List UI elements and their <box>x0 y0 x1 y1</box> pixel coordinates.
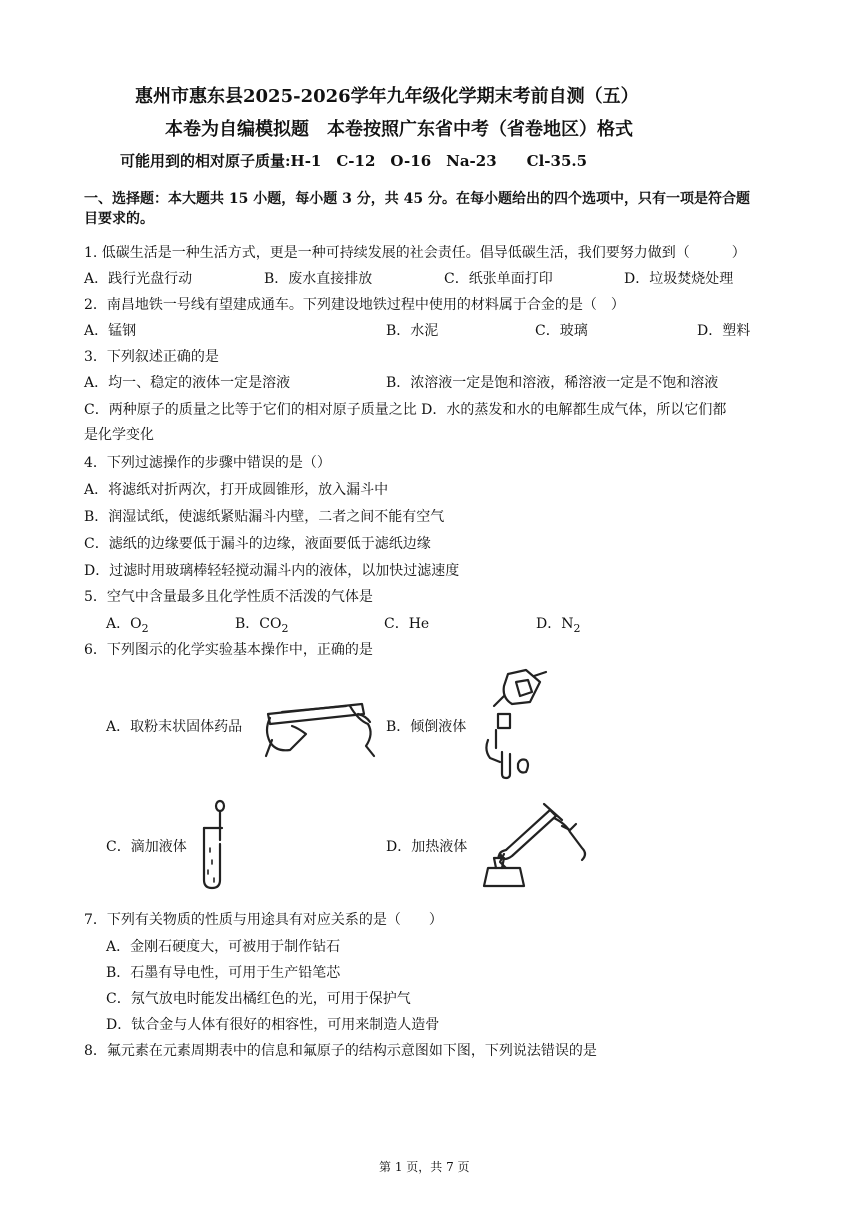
q4-option-b: B．润湿试纸，使滤纸紧贴漏斗内壁，二者之间不能有空气 <box>84 509 445 525</box>
powder-sampling-illustration <box>262 690 380 760</box>
q1-option-d: D．垃圾焚烧处理 <box>624 271 734 287</box>
q7-option-b: B．石墨有导电性，可用于生产铅笔芯 <box>106 965 341 981</box>
heating-liquid-illustration <box>470 796 594 892</box>
q1-option-a: A．践行光盘行动 <box>84 271 193 287</box>
q3-option-a: A．均一、稳定的液体一定是溶液 <box>84 375 291 391</box>
exam-subtitle: 本卷为自编模拟题 本卷按照广东省中考（省卷地区）格式 <box>165 119 633 140</box>
q5-option-d: D．$N_2$ <box>536 616 581 635</box>
q5-stem: 5．空气中含量最多且化学性质不活泼的气体是 <box>84 589 373 605</box>
q8-stem: 8．氟元素在元素周期表中的信息和氟原子的结构示意图如下图，下列说法错误的是 <box>84 1043 597 1059</box>
q5-option-c: C．He <box>384 616 430 632</box>
q7-option-d: D．钛合金与人体有很好的相容性，可用来制造人造骨 <box>106 1017 440 1033</box>
section-heading-line1: 一、选择题：本大题共 15 小题，每小题 3 分，共 45 分。在每小题给出的四个选项中，只有一项是符合题 <box>84 191 750 207</box>
exam-title: 惠州市惠东县2025-2026学年九年级化学期末考前自测（五） <box>135 86 639 107</box>
q4-option-d: D．过滤时用玻璃棒轻轻搅动漏斗内的液体，以加快过滤速度 <box>84 563 460 579</box>
q4-option-a: A．将滤纸对折两次，打开成圆锥形，放入漏斗中 <box>84 482 389 498</box>
q6-option-a: A．取粉末状固体药品 <box>106 719 243 735</box>
q2-option-d: D．塑料 <box>697 323 751 339</box>
q6-option-d: D．加热液体 <box>386 839 468 855</box>
section-heading-line2: 目要求的。 <box>84 211 154 227</box>
q1-option-b: B．废水直接排放 <box>264 271 373 287</box>
q2-option-a: A．锰钢 <box>84 323 137 339</box>
q4-option-c: C．滤纸的边缘要低于漏斗的边缘，液面要低于滤纸边缘 <box>84 536 431 552</box>
q3-options-cd-line2: 是化学变化 <box>84 427 154 443</box>
q5-option-b: B．$CO_2$ <box>235 616 289 635</box>
q5-option-a: A．$O_2$ <box>106 616 149 635</box>
q1-stem: 1. 低碳生活是一种生活方式，更是一种可持续发展的社会责任。倡导低碳生活，我们要努力做到（ ） <box>84 245 746 261</box>
pouring-liquid-illustration <box>480 668 552 782</box>
q6-stem: 6．下列图示的化学实验基本操作中，正确的是 <box>84 642 373 658</box>
q6-option-c: C．滴加液体 <box>106 839 187 855</box>
q3-options-cd-line1: C．两种原子的质量之比等于它们的相对原子质量之比 D．水的蒸发和水的电解都生成气体，所以它们都 <box>84 402 727 418</box>
q2-option-b: B．水泥 <box>386 323 439 339</box>
atomic-masses: 可能用到的相对原子质量:H-1 C-12 O-16 Na-23 Cl-35.5 <box>120 152 588 170</box>
q1-option-c: C．纸张单面打印 <box>444 271 553 287</box>
q7-option-c: C．氖气放电时能发出橘红色的光，可用于保护气 <box>106 991 411 1007</box>
q3-stem: 3．下列叙述正确的是 <box>84 349 219 365</box>
q6-option-b: B．倾倒液体 <box>386 719 467 735</box>
q2-option-c: C．玻璃 <box>535 323 588 339</box>
dropper-testtube-illustration <box>196 800 230 890</box>
q2-stem: 2．南昌地铁一号线有望建成通车。下列建设地铁过程中使用的材料属于合金的是（ ） <box>84 297 625 313</box>
q7-option-a: A．金刚石硬度大，可被用于制作钻石 <box>106 939 341 955</box>
q3-option-b: B．浓溶液一定是饱和溶液，稀溶液一定是不饱和溶液 <box>386 375 719 391</box>
page-number: 第 1 页，共 7 页 <box>379 1160 470 1174</box>
q4-stem: 4．下列过滤操作的步骤中错误的是（） <box>84 455 331 471</box>
q7-stem: 7．下列有关物质的性质与用途具有对应关系的是（ ） <box>84 912 443 928</box>
